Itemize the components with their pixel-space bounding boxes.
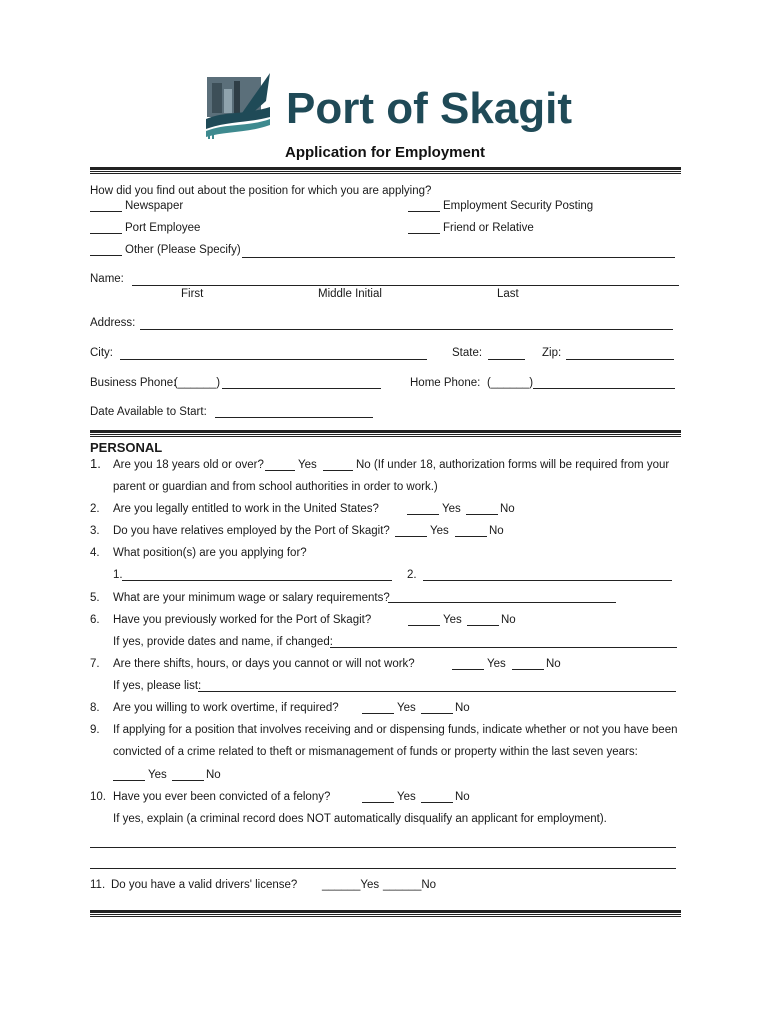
q6-no-blank[interactable] bbox=[467, 625, 499, 626]
q2-yes-label: Yes bbox=[442, 503, 461, 515]
q3-no-blank[interactable] bbox=[455, 536, 487, 537]
q9-no-blank[interactable] bbox=[172, 780, 204, 781]
source-question: How did you find out about the position for which you are applying? bbox=[90, 185, 432, 197]
q4-position2-number: 2. bbox=[407, 569, 417, 581]
q8-no-label: No bbox=[455, 702, 470, 714]
q1-number: 1. bbox=[90, 456, 101, 471]
port-employee-label: Port Employee bbox=[125, 222, 201, 234]
employment-security-label: Employment Security Posting bbox=[443, 200, 594, 212]
q8-yes-label: Yes bbox=[397, 702, 416, 714]
port-logo bbox=[204, 71, 274, 141]
q3-number: 3. bbox=[90, 525, 100, 537]
q5-field[interactable] bbox=[388, 602, 616, 603]
q10-explain-field-2[interactable] bbox=[90, 868, 676, 869]
home-phone-label: Home Phone: bbox=[410, 377, 481, 389]
q7-followup: If yes, please list: bbox=[113, 680, 202, 692]
q10-no-blank[interactable] bbox=[421, 802, 453, 803]
zip-label: Zip: bbox=[542, 347, 562, 359]
personal-rule bbox=[90, 430, 681, 437]
q7-number: 7. bbox=[90, 658, 100, 670]
other-blank[interactable] bbox=[90, 255, 122, 256]
q9-number: 9. bbox=[90, 724, 100, 736]
q7-yes-blank[interactable] bbox=[452, 669, 484, 670]
q3-no-label: No bbox=[489, 525, 504, 537]
address-label: Address: bbox=[90, 317, 136, 329]
q1-text: Are you 18 years old or over? bbox=[113, 459, 264, 471]
q3-yes-blank[interactable] bbox=[395, 536, 427, 537]
zip-field[interactable] bbox=[566, 359, 674, 360]
date-available-field[interactable] bbox=[215, 417, 373, 418]
newspaper-label: Newspaper bbox=[125, 200, 184, 212]
q11-no-option[interactable]: ______No bbox=[383, 879, 437, 891]
newspaper-blank[interactable] bbox=[90, 211, 122, 212]
q11-text: Do you have a valid drivers' license? bbox=[111, 879, 298, 891]
state-field[interactable] bbox=[488, 359, 525, 360]
q9-yes-blank[interactable] bbox=[113, 780, 145, 781]
q8-no-blank[interactable] bbox=[421, 713, 453, 714]
friend-relative-label: Friend or Relative bbox=[443, 222, 534, 234]
q6-number: 6. bbox=[90, 614, 100, 626]
q7-followup-field[interactable] bbox=[198, 691, 676, 692]
q1-no-label: No (If under 18, authorization forms will be required from your bbox=[356, 459, 670, 471]
q6-followup-field[interactable] bbox=[330, 647, 677, 648]
state-label: State: bbox=[452, 347, 483, 359]
city-label: City: bbox=[90, 347, 113, 359]
q4-position1-field[interactable] bbox=[122, 580, 392, 581]
q8-number: 8. bbox=[90, 702, 100, 714]
home-phone-field[interactable] bbox=[533, 388, 675, 389]
q7-yes-label: Yes bbox=[487, 658, 506, 670]
q10-yes-blank[interactable] bbox=[362, 802, 394, 803]
q9-text-cont: convicted of a crime related to theft or mismanagement of funds or property within the last seven years: bbox=[113, 746, 638, 758]
q10-yes-label: Yes bbox=[397, 791, 416, 803]
q7-text: Are there shifts, hours, or days you cannot or will not work? bbox=[113, 658, 415, 670]
employment-security-blank[interactable] bbox=[408, 211, 440, 212]
other-specify-field[interactable] bbox=[242, 257, 675, 258]
q3-yes-label: Yes bbox=[430, 525, 449, 537]
friend-relative-blank[interactable] bbox=[408, 233, 440, 234]
address-field[interactable] bbox=[140, 329, 673, 330]
name-field[interactable] bbox=[132, 285, 679, 286]
q4-number: 4. bbox=[90, 547, 100, 559]
q5-number: 5. bbox=[90, 592, 100, 604]
q2-number: 2. bbox=[90, 503, 100, 515]
q10-no-label: No bbox=[455, 791, 470, 803]
q9-yes-label: Yes bbox=[148, 769, 167, 781]
personal-heading: PERSONAL bbox=[90, 440, 163, 455]
q10-followup: If yes, explain (a criminal record does NOT automatically disqualify an applicant for employment). bbox=[113, 813, 607, 825]
q1-no-blank[interactable] bbox=[323, 470, 353, 471]
q1-yes-blank[interactable] bbox=[265, 470, 295, 471]
home-phone-area[interactable]: (______) bbox=[487, 377, 534, 389]
q11-yes-option[interactable]: ______Yes bbox=[322, 879, 380, 891]
other-label: Other (Please Specify) bbox=[125, 244, 241, 256]
q6-followup: If yes, provide dates and name, if changed: bbox=[113, 636, 333, 648]
business-phone-field[interactable] bbox=[222, 388, 381, 389]
port-logo-icon bbox=[204, 71, 274, 141]
business-phone-label: Business Phone: bbox=[90, 377, 177, 389]
q8-yes-blank[interactable] bbox=[362, 713, 394, 714]
q10-explain-field-1[interactable] bbox=[90, 847, 676, 848]
q1-yes-label: Yes bbox=[298, 459, 317, 471]
q3-text: Do you have relatives employed by the Port of Skagit? bbox=[113, 525, 390, 537]
q7-no-blank[interactable] bbox=[512, 669, 544, 670]
port-employee-blank[interactable] bbox=[90, 233, 122, 234]
q1-text-cont: parent or guardian and from school authorities in order to work.) bbox=[113, 481, 438, 493]
name-last-caption: Last bbox=[497, 288, 519, 300]
q7-no-label: No bbox=[546, 658, 561, 670]
business-phone-area[interactable]: (______) bbox=[174, 377, 221, 389]
q4-position1-number: 1. bbox=[113, 569, 123, 581]
q4-text: What position(s) are you applying for? bbox=[113, 547, 307, 559]
name-label: Name: bbox=[90, 273, 124, 285]
q9-text: If applying for a position that involves receiving and or dispensing funds, indicate whether or not you have been bbox=[113, 724, 678, 736]
q6-text: Have you previously worked for the Port of Skagit? bbox=[113, 614, 372, 626]
q9-no-label: No bbox=[206, 769, 221, 781]
q5-text: What are your minimum wage or salary requirements? bbox=[113, 592, 390, 604]
q6-no-label: No bbox=[501, 614, 516, 626]
q2-no-blank[interactable] bbox=[466, 514, 498, 515]
q11-number: 11. bbox=[90, 879, 106, 891]
q6-yes-blank[interactable] bbox=[408, 625, 440, 626]
q2-yes-blank[interactable] bbox=[407, 514, 439, 515]
city-field[interactable] bbox=[120, 359, 427, 360]
q8-text: Are you willing to work overtime, if required? bbox=[113, 702, 339, 714]
brand-name: Port of Skagit bbox=[286, 84, 573, 133]
q10-number: 10. bbox=[90, 791, 106, 803]
form-title: Application for Employment bbox=[284, 144, 485, 161]
name-first-caption: First bbox=[181, 288, 204, 300]
q2-text: Are you legally entitled to work in the United States? bbox=[113, 503, 379, 515]
top-rule bbox=[90, 167, 681, 174]
bottom-rule bbox=[90, 910, 681, 917]
q6-yes-label: Yes bbox=[443, 614, 462, 626]
q4-position2-field[interactable] bbox=[423, 580, 672, 581]
date-available-label: Date Available to Start: bbox=[90, 406, 207, 418]
q10-text: Have you ever been convicted of a felony? bbox=[113, 791, 331, 803]
name-middle-caption: Middle Initial bbox=[318, 288, 382, 300]
q2-no-label: No bbox=[500, 503, 515, 515]
